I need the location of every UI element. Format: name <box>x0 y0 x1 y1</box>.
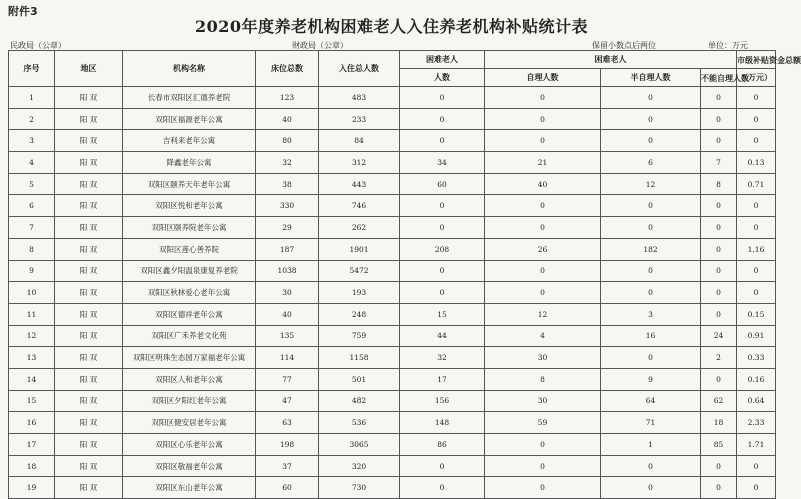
subsidy-table <box>8 50 801 499</box>
table-row <box>9 238 776 260</box>
cell-semi: 0 <box>601 260 701 282</box>
cell-name: 双阳区东山老年公寓 <box>123 477 256 499</box>
table-row <box>9 173 776 195</box>
table-row <box>9 152 776 174</box>
cell-name: 双阳区心乐老年公寓 <box>123 434 256 456</box>
cell-needy: 0 <box>400 195 485 217</box>
cell-subsidy: 0 <box>737 260 776 282</box>
cell-non-self-care: 0 <box>701 477 737 499</box>
header-semi-self-care: 半自理人数 <box>601 69 701 87</box>
cell-non-self-care: 85 <box>701 434 737 456</box>
cell-non-self-care: 0 <box>701 455 737 477</box>
cell-subsidy: 0 <box>737 477 776 499</box>
cell-non-self-care: 2 <box>701 347 737 369</box>
cell-residents: 193 <box>319 282 400 304</box>
cell-needy: 44 <box>400 325 485 347</box>
cell-region: 阳 双 <box>55 195 123 217</box>
cell-self-care: 0 <box>485 434 601 456</box>
header-needy-top: 困难老人 <box>400 51 485 69</box>
cell-self-care: 0 <box>485 87 601 109</box>
cell-region: 阳 双 <box>55 368 123 390</box>
cell-semi: 0 <box>601 347 701 369</box>
cell-name: 双阳区莲心善养院 <box>123 238 256 260</box>
cell-no: 12 <box>9 325 55 347</box>
cell-name: 双阳区悦和老年公寓 <box>123 195 256 217</box>
cell-region: 阳 双 <box>55 303 123 325</box>
cell-needy: 0 <box>400 130 485 152</box>
cell-region: 阳 双 <box>55 455 123 477</box>
cell-needy: 156 <box>400 390 485 412</box>
cell-self-care: 59 <box>485 412 601 434</box>
cell-name: 双阳区明珠生态园万家福老年公寓 <box>123 347 256 369</box>
cell-non-self-care: 0 <box>701 260 737 282</box>
cell-no: 1 <box>9 87 55 109</box>
civil-affairs-seal-label: 民政局（公章） <box>10 41 66 50</box>
cell-region: 阳 双 <box>55 238 123 260</box>
cell-residents: 312 <box>319 152 400 174</box>
cell-name: 双阳区秋林爱心老年公寓 <box>123 282 256 304</box>
cell-self-care: 0 <box>485 130 601 152</box>
cell-beds: 30 <box>256 282 319 304</box>
cell-beds: 37 <box>256 455 319 477</box>
cell-self-care: 30 <box>485 390 601 412</box>
cell-needy: 208 <box>400 238 485 260</box>
cell-residents: 248 <box>319 303 400 325</box>
cell-name: 长春市双阳区汇德养老院 <box>123 87 256 109</box>
cell-semi: 0 <box>601 130 701 152</box>
cell-residents: 1901 <box>319 238 400 260</box>
cell-residents: 482 <box>319 390 400 412</box>
cell-no: 3 <box>9 130 55 152</box>
cell-no: 17 <box>9 434 55 456</box>
cell-non-self-care: 62 <box>701 390 737 412</box>
cell-self-care: 40 <box>485 173 601 195</box>
cell-self-care: 30 <box>485 347 601 369</box>
table-body <box>9 87 776 499</box>
cell-semi: 0 <box>601 455 701 477</box>
cell-beds: 40 <box>256 303 319 325</box>
cell-subsidy: 0 <box>737 130 776 152</box>
cell-needy: 0 <box>400 217 485 239</box>
cell-needy: 0 <box>400 260 485 282</box>
cell-non-self-care: 0 <box>701 217 737 239</box>
cell-self-care: 0 <box>485 260 601 282</box>
cell-no: 10 <box>9 282 55 304</box>
cell-beds: 135 <box>256 325 319 347</box>
cell-beds: 77 <box>256 368 319 390</box>
cell-residents: 443 <box>319 173 400 195</box>
cell-region: 阳 双 <box>55 152 123 174</box>
cell-no: 4 <box>9 152 55 174</box>
table-row <box>9 108 776 130</box>
cell-non-self-care: 24 <box>701 325 737 347</box>
cell-beds: 123 <box>256 87 319 109</box>
cell-semi: 6 <box>601 152 701 174</box>
finance-seal-label: 财政局（公章） <box>292 41 348 50</box>
cell-subsidy: 0.13 <box>737 152 776 174</box>
cell-region: 阳 双 <box>55 87 123 109</box>
cell-self-care: 8 <box>485 368 601 390</box>
table-row <box>9 282 776 304</box>
cell-subsidy: 0.16 <box>737 368 776 390</box>
cell-subsidy: 0.71 <box>737 173 776 195</box>
header-name: 机构名称 <box>123 51 256 87</box>
cell-needy: 86 <box>400 434 485 456</box>
table-row <box>9 325 776 347</box>
table-row <box>9 87 776 109</box>
cell-non-self-care: 0 <box>701 130 737 152</box>
cell-name: 双阳区鑫夕阳温泉康复养老院 <box>123 260 256 282</box>
cell-subsidy: 0 <box>737 455 776 477</box>
cell-subsidy: 0 <box>737 282 776 304</box>
cell-beds: 330 <box>256 195 319 217</box>
table-row <box>9 130 776 152</box>
cell-needy: 17 <box>400 368 485 390</box>
cell-non-self-care: 8 <box>701 173 737 195</box>
table-row <box>9 477 776 499</box>
cell-subsidy: 0.15 <box>737 303 776 325</box>
cell-beds: 187 <box>256 238 319 260</box>
cell-no: 16 <box>9 412 55 434</box>
cell-name: 双阳区人和老年公寓 <box>123 368 256 390</box>
cell-no: 19 <box>9 477 55 499</box>
header-needy-group: 困难老人 <box>485 51 737 69</box>
cell-non-self-care: 0 <box>701 303 737 325</box>
cell-beds: 40 <box>256 108 319 130</box>
table-row <box>9 260 776 282</box>
table-row <box>9 390 776 412</box>
cell-name: 双阳区健安居老年公寓 <box>123 412 256 434</box>
cell-beds: 38 <box>256 173 319 195</box>
cell-no: 15 <box>9 390 55 412</box>
cell-residents: 5472 <box>319 260 400 282</box>
cell-no: 18 <box>9 455 55 477</box>
cell-non-self-care: 0 <box>701 282 737 304</box>
cell-non-self-care: 0 <box>701 87 737 109</box>
table-row <box>9 217 776 239</box>
cell-region: 阳 双 <box>55 173 123 195</box>
cell-non-self-care: 0 <box>701 238 737 260</box>
table-row <box>9 195 776 217</box>
table-row <box>9 368 776 390</box>
header-needy-bottom: 人数 <box>400 69 485 87</box>
cell-region: 阳 双 <box>55 282 123 304</box>
cell-residents: 1158 <box>319 347 400 369</box>
cell-needy: 0 <box>400 477 485 499</box>
cell-no: 14 <box>9 368 55 390</box>
cell-region: 阳 双 <box>55 217 123 239</box>
cell-self-care: 0 <box>485 217 601 239</box>
cell-semi: 0 <box>601 217 701 239</box>
cell-no: 8 <box>9 238 55 260</box>
cell-semi: 0 <box>601 477 701 499</box>
cell-subsidy: 1.16 <box>737 238 776 260</box>
cell-semi: 64 <box>601 390 701 412</box>
cell-no: 13 <box>9 347 55 369</box>
cell-name: 双阳区福源老年公寓 <box>123 108 256 130</box>
cell-self-care: 0 <box>485 455 601 477</box>
cell-residents: 483 <box>319 87 400 109</box>
cell-semi: 16 <box>601 325 701 347</box>
cell-subsidy: 0 <box>737 108 776 130</box>
cell-no: 9 <box>9 260 55 282</box>
cell-beds: 114 <box>256 347 319 369</box>
cell-region: 阳 双 <box>55 260 123 282</box>
cell-name: 吉利来老年公寓 <box>123 130 256 152</box>
cell-needy: 0 <box>400 282 485 304</box>
cell-region: 阳 双 <box>55 390 123 412</box>
cell-semi: 12 <box>601 173 701 195</box>
table-row <box>9 347 776 369</box>
cell-residents: 233 <box>319 108 400 130</box>
cell-semi: 0 <box>601 87 701 109</box>
cell-no: 5 <box>9 173 55 195</box>
cell-non-self-care: 0 <box>701 195 737 217</box>
cell-subsidy: 0.33 <box>737 347 776 369</box>
cell-non-self-care: 18 <box>701 412 737 434</box>
cell-residents: 84 <box>319 130 400 152</box>
cell-self-care: 21 <box>485 152 601 174</box>
cell-non-self-care: 0 <box>701 108 737 130</box>
cell-region: 阳 双 <box>55 347 123 369</box>
cell-semi: 0 <box>601 195 701 217</box>
cell-subsidy: 1.71 <box>737 434 776 456</box>
cell-name: 双阳区夕阳红老年公寓 <box>123 390 256 412</box>
header-subsidy-bottom: （万元） <box>737 69 776 87</box>
precision-note: 保留小数点后两位 <box>592 41 656 50</box>
cell-residents: 536 <box>319 412 400 434</box>
cell-residents: 3065 <box>319 434 400 456</box>
cell-subsidy: 0 <box>737 195 776 217</box>
header-residents: 入住总人数 <box>319 51 400 87</box>
cell-semi: 1 <box>601 434 701 456</box>
cell-name: 双阳区广禾养老文化苑 <box>123 325 256 347</box>
cell-semi: 71 <box>601 412 701 434</box>
cell-needy: 148 <box>400 412 485 434</box>
cell-semi: 0 <box>601 282 701 304</box>
header-subsidy-top: 市级补贴资金总额 <box>737 51 776 69</box>
cell-semi: 9 <box>601 368 701 390</box>
cell-region: 阳 双 <box>55 325 123 347</box>
cell-residents: 501 <box>319 368 400 390</box>
attachment-label: 附件3 <box>8 5 38 18</box>
cell-needy: 32 <box>400 347 485 369</box>
table-row <box>9 455 776 477</box>
header-no: 序号 <box>9 51 55 87</box>
cell-subsidy: 0 <box>737 87 776 109</box>
table-row <box>9 303 776 325</box>
cell-self-care: 26 <box>485 238 601 260</box>
cell-name: 双阳区德祥老年公寓 <box>123 303 256 325</box>
cell-residents: 746 <box>319 195 400 217</box>
cell-self-care: 12 <box>485 303 601 325</box>
cell-beds: 80 <box>256 130 319 152</box>
cell-beds: 198 <box>256 434 319 456</box>
cell-name: 双阳区颐养天年老年公寓 <box>123 173 256 195</box>
cell-self-care: 0 <box>485 477 601 499</box>
cell-semi: 3 <box>601 303 701 325</box>
header-beds: 床位总数 <box>256 51 319 87</box>
cell-region: 阳 双 <box>55 477 123 499</box>
cell-needy: 0 <box>400 108 485 130</box>
page-title: 2020年度养老机构困难老人入住养老机构补贴统计表 <box>194 17 589 36</box>
cell-needy: 34 <box>400 152 485 174</box>
cell-residents: 759 <box>319 325 400 347</box>
cell-needy: 15 <box>400 303 485 325</box>
cell-no: 11 <box>9 303 55 325</box>
cell-beds: 63 <box>256 412 319 434</box>
header-self-care: 自理人数 <box>485 69 601 87</box>
cell-no: 6 <box>9 195 55 217</box>
cell-name: 降鑫老年公寓 <box>123 152 256 174</box>
header-non-self-care: 不能自理人数 <box>701 69 737 87</box>
cell-self-care: 0 <box>485 282 601 304</box>
cell-beds: 47 <box>256 390 319 412</box>
cell-no: 2 <box>9 108 55 130</box>
cell-subsidy: 2.33 <box>737 412 776 434</box>
cell-needy: 0 <box>400 87 485 109</box>
cell-no: 7 <box>9 217 55 239</box>
cell-name: 双阳区敬福老年公寓 <box>123 455 256 477</box>
header-region: 地区 <box>55 51 123 87</box>
cell-beds: 60 <box>256 477 319 499</box>
cell-self-care: 4 <box>485 325 601 347</box>
cell-semi: 0 <box>601 108 701 130</box>
cell-needy: 0 <box>400 455 485 477</box>
cell-region: 阳 双 <box>55 412 123 434</box>
cell-non-self-care: 0 <box>701 368 737 390</box>
cell-self-care: 0 <box>485 108 601 130</box>
cell-semi: 182 <box>601 238 701 260</box>
unit-label: 单位：万元 <box>708 41 748 50</box>
cell-needy: 60 <box>400 173 485 195</box>
cell-subsidy: 0 <box>737 217 776 239</box>
cell-name: 双阳区颐养院老年公寓 <box>123 217 256 239</box>
cell-beds: 29 <box>256 217 319 239</box>
cell-residents: 730 <box>319 477 400 499</box>
table-row <box>9 434 776 456</box>
cell-beds: 1038 <box>256 260 319 282</box>
cell-region: 阳 双 <box>55 108 123 130</box>
table-row <box>9 412 776 434</box>
cell-residents: 262 <box>319 217 400 239</box>
cell-region: 阳 双 <box>55 130 123 152</box>
cell-residents: 320 <box>319 455 400 477</box>
cell-beds: 32 <box>256 152 319 174</box>
cell-subsidy: 0.64 <box>737 390 776 412</box>
cell-non-self-care: 7 <box>701 152 737 174</box>
cell-region: 阳 双 <box>55 434 123 456</box>
cell-subsidy: 0.91 <box>737 325 776 347</box>
cell-self-care: 0 <box>485 195 601 217</box>
